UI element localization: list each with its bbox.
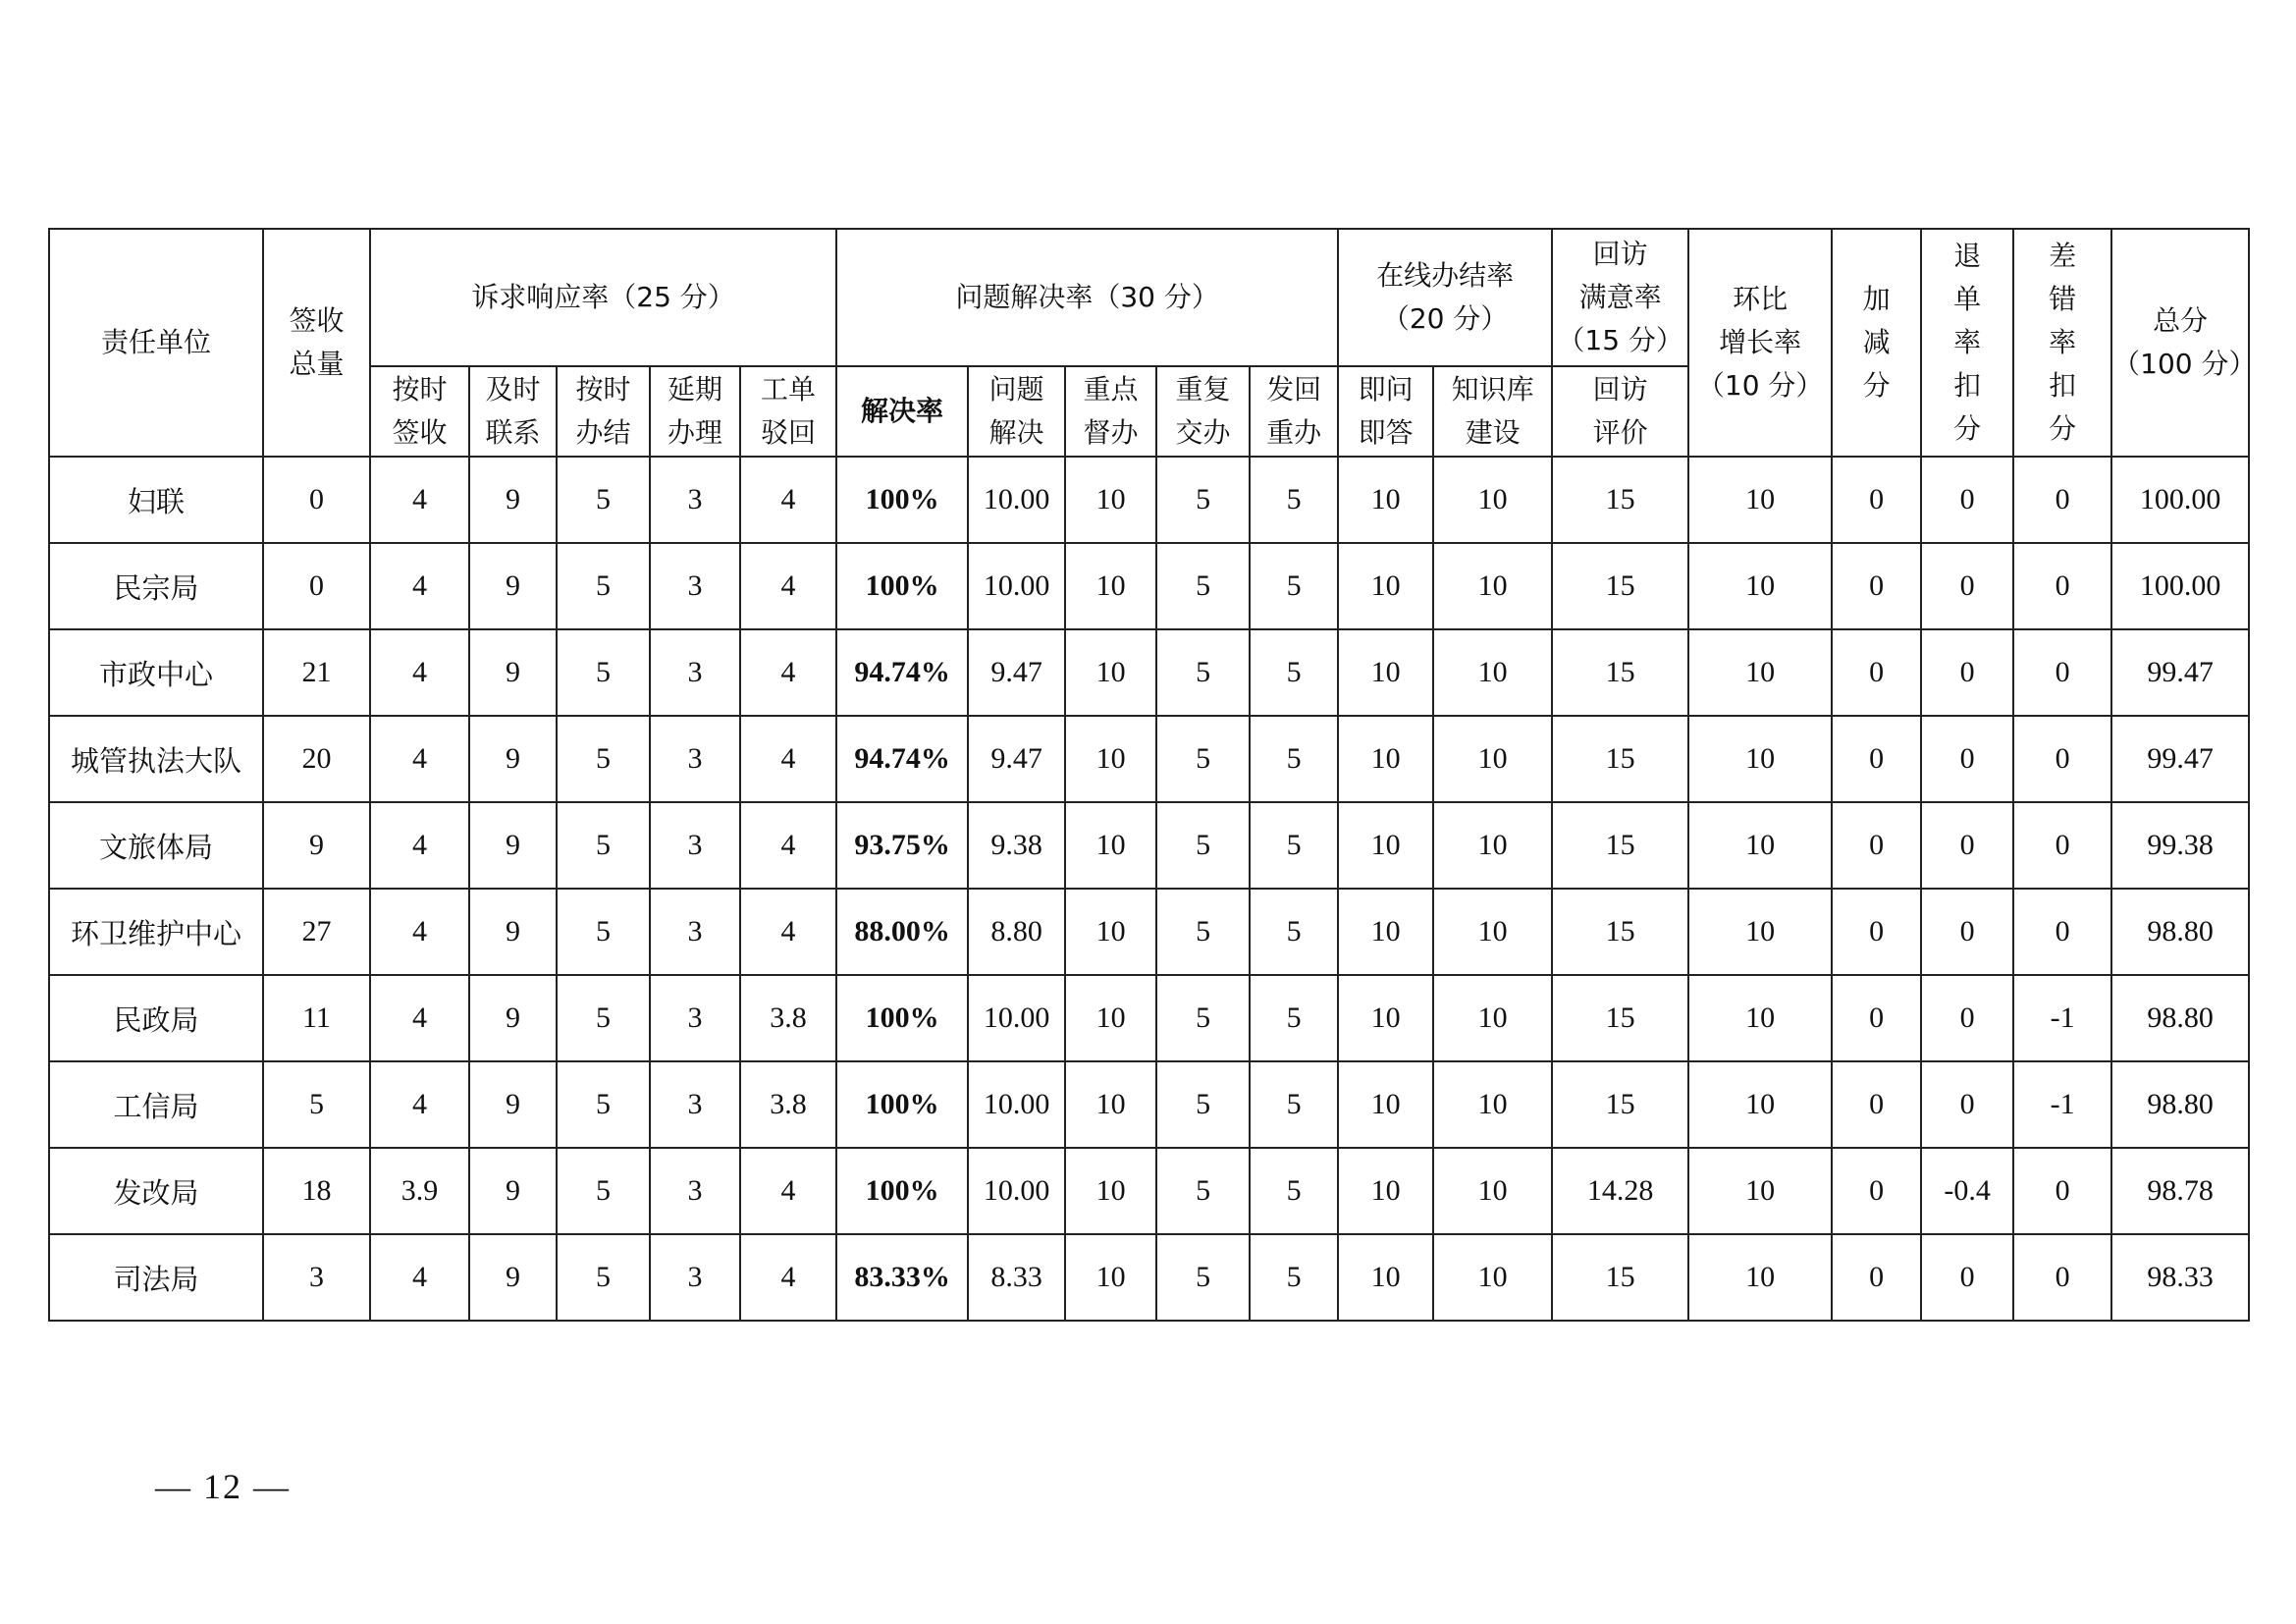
cell-visit-eval: 15 — [1552, 543, 1688, 629]
cell-problem-solved: 8.80 — [968, 889, 1065, 975]
header-solve-group: 问题解决率（30 分） — [836, 229, 1338, 366]
cell-growth: 10 — [1688, 975, 1832, 1061]
cell-return-deduct: 0 — [1921, 1061, 2013, 1148]
cell-sent-back: 5 — [1250, 889, 1338, 975]
cell-solve-rate: 100% — [836, 1061, 968, 1148]
table-row — [49, 629, 2249, 716]
cell-timely-contact: 9 — [469, 543, 557, 629]
cell-total-score: 98.80 — [2111, 975, 2249, 1061]
cell-knowledge-base: 10 — [1433, 629, 1552, 716]
cell-sent-back: 5 — [1250, 716, 1338, 802]
header-row-1 — [49, 229, 2249, 366]
cell-ontime-complete: 5 — [557, 543, 650, 629]
cell-received-total: 3 — [263, 1234, 370, 1321]
cell-key-supervision: 10 — [1065, 457, 1156, 543]
cell-ontime-complete: 5 — [557, 889, 650, 975]
cell-plus-minus: 0 — [1832, 457, 1921, 543]
table-row — [49, 543, 2249, 629]
header-plus-minus: 加 减 分 — [1832, 229, 1921, 457]
cell-order-rejected: 4 — [740, 889, 836, 975]
cell-ontime-receive: 4 — [370, 889, 469, 975]
cell-instant-answer: 10 — [1338, 543, 1433, 629]
cell-repeat-assign: 5 — [1156, 975, 1250, 1061]
cell-ontime-complete: 5 — [557, 1234, 650, 1321]
cell-key-supervision: 10 — [1065, 975, 1156, 1061]
cell-instant-answer: 10 — [1338, 802, 1433, 889]
cell-visit-eval: 15 — [1552, 629, 1688, 716]
cell-extension: 3 — [650, 716, 740, 802]
header-received-total: 签收 总量 — [263, 229, 370, 457]
cell-sent-back: 5 — [1250, 1148, 1338, 1234]
cell-return-deduct: 0 — [1921, 457, 2013, 543]
cell-visit-eval: 15 — [1552, 457, 1688, 543]
cell-instant-answer: 10 — [1338, 975, 1433, 1061]
cell-timely-contact: 9 — [469, 889, 557, 975]
cell-ontime-receive: 4 — [370, 716, 469, 802]
cell-repeat-assign: 5 — [1156, 543, 1250, 629]
cell-problem-solved: 10.00 — [968, 975, 1065, 1061]
cell-growth: 10 — [1688, 457, 1832, 543]
cell-repeat-assign: 5 — [1156, 1234, 1250, 1321]
cell-knowledge-base: 10 — [1433, 802, 1552, 889]
cell-repeat-assign: 5 — [1156, 889, 1250, 975]
cell-solve-rate: 83.33% — [836, 1234, 968, 1321]
cell-unit-name: 发改局 — [49, 1148, 263, 1234]
header-order-rejected: 工单 驳回 — [740, 366, 836, 457]
cell-received-total: 27 — [263, 889, 370, 975]
cell-problem-solved: 10.00 — [968, 1061, 1065, 1148]
cell-sent-back: 5 — [1250, 543, 1338, 629]
cell-order-rejected: 4 — [740, 716, 836, 802]
cell-growth: 10 — [1688, 802, 1832, 889]
cell-total-score: 100.00 — [2111, 543, 2249, 629]
cell-knowledge-base: 10 — [1433, 1061, 1552, 1148]
cell-received-total: 9 — [263, 802, 370, 889]
cell-problem-solved: 9.38 — [968, 802, 1065, 889]
cell-problem-solved: 8.33 — [968, 1234, 1065, 1321]
cell-plus-minus: 0 — [1832, 889, 1921, 975]
cell-solve-rate: 88.00% — [836, 889, 968, 975]
cell-error-deduct: 0 — [2013, 543, 2111, 629]
cell-received-total: 18 — [263, 1148, 370, 1234]
table-row — [49, 802, 2249, 889]
cell-growth: 10 — [1688, 1234, 1832, 1321]
cell-unit-name: 司法局 — [49, 1234, 263, 1321]
cell-knowledge-base: 10 — [1433, 716, 1552, 802]
table-row — [49, 889, 2249, 975]
table-body — [49, 457, 2249, 1321]
cell-order-rejected: 4 — [740, 457, 836, 543]
header-key-supervision: 重点 督办 — [1065, 366, 1156, 457]
cell-key-supervision: 10 — [1065, 629, 1156, 716]
cell-key-supervision: 10 — [1065, 889, 1156, 975]
cell-return-deduct: -0.4 — [1921, 1148, 2013, 1234]
cell-sent-back: 5 — [1250, 1061, 1338, 1148]
cell-visit-eval: 15 — [1552, 802, 1688, 889]
header-return-deduct: 退 单 率 扣 分 — [1921, 229, 2013, 457]
cell-received-total: 21 — [263, 629, 370, 716]
cell-ontime-complete: 5 — [557, 1061, 650, 1148]
cell-unit-name: 市政中心 — [49, 629, 263, 716]
cell-total-score: 98.78 — [2111, 1148, 2249, 1234]
header-online-group: 在线办结率 （20 分） — [1338, 229, 1552, 366]
score-table — [48, 228, 2257, 1322]
cell-problem-solved: 10.00 — [968, 1148, 1065, 1234]
header-instant-answer: 即问 即答 — [1338, 366, 1433, 457]
cell-solve-rate: 94.74% — [836, 716, 968, 802]
cell-timely-contact: 9 — [469, 629, 557, 716]
table-row — [49, 1148, 2249, 1234]
cell-total-score: 98.33 — [2111, 1234, 2249, 1321]
cell-sent-back: 5 — [1250, 802, 1338, 889]
cell-problem-solved: 9.47 — [968, 629, 1065, 716]
cell-unit-name: 妇联 — [49, 457, 263, 543]
table-row — [49, 1061, 2249, 1148]
header-sent-back: 发回 重办 — [1250, 366, 1338, 457]
cell-repeat-assign: 5 — [1156, 629, 1250, 716]
cell-key-supervision: 10 — [1065, 802, 1156, 889]
table-row — [49, 716, 2249, 802]
cell-plus-minus: 0 — [1832, 543, 1921, 629]
cell-unit-name: 环卫维护中心 — [49, 889, 263, 975]
cell-error-deduct: -1 — [2013, 975, 2111, 1061]
cell-extension: 3 — [650, 889, 740, 975]
table-row — [49, 975, 2249, 1061]
table-row — [49, 457, 2249, 543]
cell-visit-eval: 15 — [1552, 1061, 1688, 1148]
cell-received-total: 0 — [263, 543, 370, 629]
cell-timely-contact: 9 — [469, 802, 557, 889]
cell-growth: 10 — [1688, 629, 1832, 716]
cell-solve-rate: 100% — [836, 457, 968, 543]
cell-unit-name: 工信局 — [49, 1061, 263, 1148]
cell-instant-answer: 10 — [1338, 457, 1433, 543]
header-response-group: 诉求响应率（25 分） — [370, 229, 836, 366]
cell-visit-eval: 15 — [1552, 975, 1688, 1061]
cell-return-deduct: 0 — [1921, 975, 2013, 1061]
cell-ontime-complete: 5 — [557, 457, 650, 543]
header-timely-contact: 及时 联系 — [469, 366, 557, 457]
cell-repeat-assign: 5 — [1156, 716, 1250, 802]
cell-order-rejected: 4 — [740, 1234, 836, 1321]
cell-order-rejected: 4 — [740, 802, 836, 889]
cell-order-rejected: 3.8 — [740, 1061, 836, 1148]
cell-ontime-receive: 4 — [370, 457, 469, 543]
cell-ontime-receive: 4 — [370, 1061, 469, 1148]
cell-received-total: 5 — [263, 1061, 370, 1148]
header-repeat-assign: 重复 交办 — [1156, 366, 1250, 457]
cell-repeat-assign: 5 — [1156, 1148, 1250, 1234]
cell-visit-eval: 14.28 — [1552, 1148, 1688, 1234]
cell-ontime-receive: 4 — [370, 802, 469, 889]
cell-error-deduct: 0 — [2013, 889, 2111, 975]
cell-solve-rate: 94.74% — [836, 629, 968, 716]
cell-timely-contact: 9 — [469, 1234, 557, 1321]
cell-extension: 3 — [650, 1061, 740, 1148]
cell-ontime-receive: 4 — [370, 1234, 469, 1321]
cell-order-rejected: 4 — [740, 629, 836, 716]
cell-return-deduct: 0 — [1921, 802, 2013, 889]
cell-timely-contact: 9 — [469, 1148, 557, 1234]
cell-error-deduct: 0 — [2013, 457, 2111, 543]
cell-knowledge-base: 10 — [1433, 1148, 1552, 1234]
cell-total-score: 99.38 — [2111, 802, 2249, 889]
header-visit-eval: 回访 评价 — [1552, 366, 1688, 457]
cell-visit-eval: 15 — [1552, 716, 1688, 802]
header-total: 总分 （100 分） — [2111, 229, 2249, 457]
cell-error-deduct: 0 — [2013, 716, 2111, 802]
cell-order-rejected: 3.8 — [740, 975, 836, 1061]
cell-ontime-receive: 3.9 — [370, 1148, 469, 1234]
cell-key-supervision: 10 — [1065, 716, 1156, 802]
cell-total-score: 100.00 — [2111, 457, 2249, 543]
cell-repeat-assign: 5 — [1156, 457, 1250, 543]
cell-error-deduct: 0 — [2013, 802, 2111, 889]
cell-growth: 10 — [1688, 543, 1832, 629]
cell-sent-back: 5 — [1250, 1234, 1338, 1321]
cell-extension: 3 — [650, 543, 740, 629]
cell-order-rejected: 4 — [740, 543, 836, 629]
cell-growth: 10 — [1688, 716, 1832, 802]
cell-total-score: 99.47 — [2111, 629, 2249, 716]
cell-return-deduct: 0 — [1921, 716, 2013, 802]
cell-key-supervision: 10 — [1065, 543, 1156, 629]
cell-ontime-receive: 4 — [370, 629, 469, 716]
cell-total-score: 98.80 — [2111, 1061, 2249, 1148]
cell-extension: 3 — [650, 457, 740, 543]
header-knowledge-base: 知识库 建设 — [1433, 366, 1552, 457]
cell-ontime-complete: 5 — [557, 629, 650, 716]
header-ontime-complete: 按时 办结 — [557, 366, 650, 457]
cell-sent-back: 5 — [1250, 629, 1338, 716]
cell-return-deduct: 0 — [1921, 629, 2013, 716]
cell-instant-answer: 10 — [1338, 1234, 1433, 1321]
cell-received-total: 0 — [263, 457, 370, 543]
cell-repeat-assign: 5 — [1156, 1061, 1250, 1148]
cell-knowledge-base: 10 — [1433, 457, 1552, 543]
cell-error-deduct: 0 — [2013, 1148, 2111, 1234]
cell-knowledge-base: 10 — [1433, 889, 1552, 975]
cell-ontime-complete: 5 — [557, 716, 650, 802]
cell-timely-contact: 9 — [469, 975, 557, 1061]
header-extension: 延期 办理 — [650, 366, 740, 457]
cell-growth: 10 — [1688, 889, 1832, 975]
cell-plus-minus: 0 — [1832, 1148, 1921, 1234]
cell-instant-answer: 10 — [1338, 1061, 1433, 1148]
cell-plus-minus: 0 — [1832, 1234, 1921, 1321]
header-error-deduct: 差 错 率 扣 分 — [2013, 229, 2111, 457]
cell-instant-answer: 10 — [1338, 889, 1433, 975]
cell-visit-eval: 15 — [1552, 889, 1688, 975]
cell-received-total: 11 — [263, 975, 370, 1061]
cell-ontime-complete: 5 — [557, 802, 650, 889]
cell-problem-solved: 9.47 — [968, 716, 1065, 802]
cell-ontime-receive: 4 — [370, 975, 469, 1061]
cell-sent-back: 5 — [1250, 457, 1338, 543]
cell-return-deduct: 0 — [1921, 543, 2013, 629]
cell-problem-solved: 10.00 — [968, 543, 1065, 629]
cell-error-deduct: 0 — [2013, 629, 2111, 716]
cell-key-supervision: 10 — [1065, 1061, 1156, 1148]
cell-unit-name: 城管执法大队 — [49, 716, 263, 802]
cell-knowledge-base: 10 — [1433, 543, 1552, 629]
cell-error-deduct: -1 — [2013, 1061, 2111, 1148]
cell-timely-contact: 9 — [469, 1061, 557, 1148]
cell-instant-answer: 10 — [1338, 716, 1433, 802]
cell-solve-rate: 93.75% — [836, 802, 968, 889]
cell-knowledge-base: 10 — [1433, 975, 1552, 1061]
cell-instant-answer: 10 — [1338, 629, 1433, 716]
cell-extension: 3 — [650, 629, 740, 716]
cell-knowledge-base: 10 — [1433, 1234, 1552, 1321]
cell-total-score: 99.47 — [2111, 716, 2249, 802]
cell-return-deduct: 0 — [1921, 889, 2013, 975]
cell-key-supervision: 10 — [1065, 1148, 1156, 1234]
cell-extension: 3 — [650, 1234, 740, 1321]
cell-plus-minus: 0 — [1832, 1061, 1921, 1148]
cell-received-total: 20 — [263, 716, 370, 802]
cell-solve-rate: 100% — [836, 543, 968, 629]
table-row — [49, 1234, 2249, 1321]
header-visit-group: 回访 满意率 （15 分） — [1552, 229, 1688, 366]
cell-plus-minus: 0 — [1832, 716, 1921, 802]
cell-ontime-receive: 4 — [370, 543, 469, 629]
cell-extension: 3 — [650, 975, 740, 1061]
cell-repeat-assign: 5 — [1156, 802, 1250, 889]
cell-ontime-complete: 5 — [557, 975, 650, 1061]
header-problem-solved: 问题 解决 — [968, 366, 1065, 457]
cell-total-score: 98.80 — [2111, 889, 2249, 975]
cell-unit-name: 文旅体局 — [49, 802, 263, 889]
cell-plus-minus: 0 — [1832, 975, 1921, 1061]
cell-instant-answer: 10 — [1338, 1148, 1433, 1234]
cell-problem-solved: 10.00 — [968, 457, 1065, 543]
cell-error-deduct: 0 — [2013, 1234, 2111, 1321]
cell-solve-rate: 100% — [836, 975, 968, 1061]
cell-timely-contact: 9 — [469, 716, 557, 802]
cell-ontime-complete: 5 — [557, 1148, 650, 1234]
cell-return-deduct: 0 — [1921, 1234, 2013, 1321]
cell-visit-eval: 15 — [1552, 1234, 1688, 1321]
page-number: — 12 — — [155, 1467, 291, 1506]
cell-growth: 10 — [1688, 1061, 1832, 1148]
cell-sent-back: 5 — [1250, 975, 1338, 1061]
cell-key-supervision: 10 — [1065, 1234, 1156, 1321]
cell-extension: 3 — [650, 802, 740, 889]
header-solve-rate: 解决率 — [836, 366, 968, 457]
cell-plus-minus: 0 — [1832, 629, 1921, 716]
cell-timely-contact: 9 — [469, 457, 557, 543]
header-unit: 责任单位 — [49, 229, 263, 457]
cell-unit-name: 民宗局 — [49, 543, 263, 629]
cell-growth: 10 — [1688, 1148, 1832, 1234]
cell-plus-minus: 0 — [1832, 802, 1921, 889]
header-growth: 环比 增长率 （10 分） — [1688, 229, 1832, 457]
cell-order-rejected: 4 — [740, 1148, 836, 1234]
header-ontime-receive: 按时 签收 — [370, 366, 469, 457]
cell-extension: 3 — [650, 1148, 740, 1234]
cell-unit-name: 民政局 — [49, 975, 263, 1061]
cell-solve-rate: 100% — [836, 1148, 968, 1234]
